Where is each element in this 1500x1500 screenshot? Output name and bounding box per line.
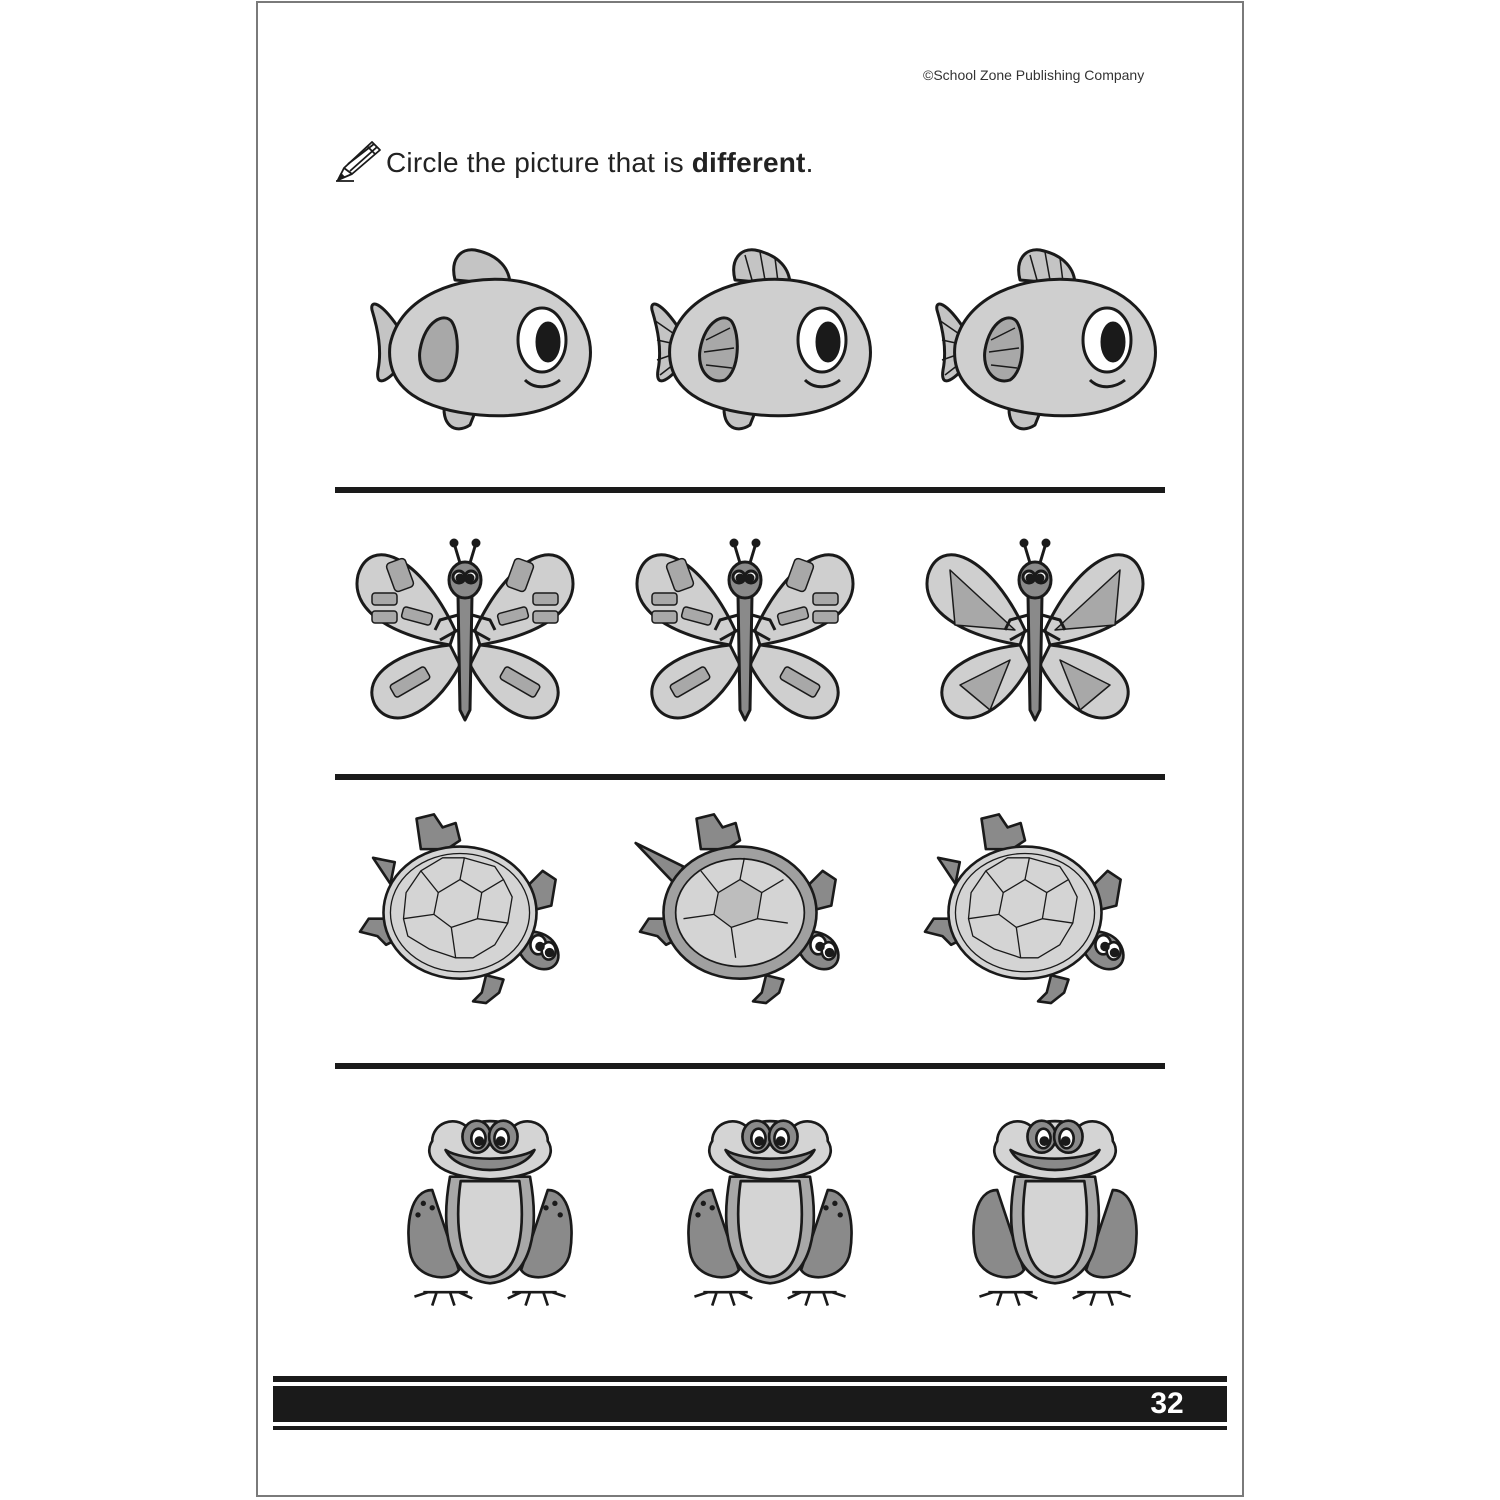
turtle-icon: [910, 810, 1140, 1010]
row-divider: [335, 774, 1165, 780]
copyright-notice: ©School Zone Publishing Company: [923, 67, 1145, 83]
fish-row: [335, 240, 1165, 440]
fish-picture-2[interactable]: [640, 240, 870, 440]
butterfly-icon: [350, 535, 580, 735]
fish-icon: [360, 240, 590, 440]
turtle-picture-3[interactable]: [910, 810, 1140, 1010]
turtle-icon: [625, 810, 855, 1010]
row-divider: [335, 487, 1165, 493]
frog-icon: [940, 1110, 1170, 1310]
instruction: [334, 138, 814, 188]
turtle-row: [335, 810, 1165, 1010]
page-number: 32: [1150, 1387, 1184, 1420]
turtle-picture-1[interactable]: [345, 810, 575, 1010]
turtle-icon: [345, 810, 575, 1010]
instruction-emphasis: different: [691, 147, 806, 178]
footer-bar: [273, 1386, 1227, 1422]
frog-picture-2[interactable]: [655, 1110, 885, 1310]
butterfly-picture-1[interactable]: [350, 535, 580, 735]
butterfly-picture-2[interactable]: [630, 535, 860, 735]
footer-rule-top: [273, 1376, 1227, 1382]
frog-picture-1[interactable]: [375, 1110, 605, 1310]
footer-rule-bottom: [273, 1426, 1227, 1430]
fish-picture-3[interactable]: [925, 240, 1155, 440]
frog-icon: [655, 1110, 885, 1310]
butterfly-row: [335, 535, 1165, 735]
turtle-picture-2[interactable]: [625, 810, 855, 1010]
row-divider: [335, 1063, 1165, 1069]
frog-row: [335, 1110, 1165, 1310]
frog-icon: [375, 1110, 605, 1310]
butterfly-picture-3[interactable]: [920, 535, 1150, 735]
butterfly-icon: [920, 535, 1150, 735]
fish-icon: [640, 240, 870, 440]
butterfly-icon: [630, 535, 860, 735]
fish-picture-1[interactable]: [360, 240, 590, 440]
fish-icon: [925, 240, 1155, 440]
pencil-icon: [334, 138, 384, 188]
instruction-text: Circle the picture that is different.: [386, 147, 814, 178]
frog-picture-3[interactable]: [940, 1110, 1170, 1310]
